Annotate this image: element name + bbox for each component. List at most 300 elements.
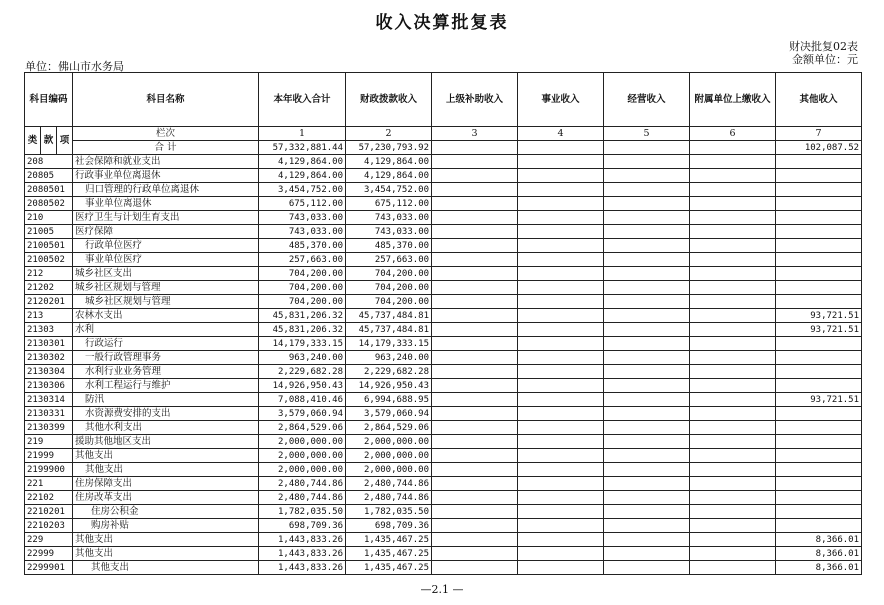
superior-income bbox=[432, 533, 518, 547]
subject-name: 社会保障和就业支出 bbox=[73, 155, 259, 169]
superior-income bbox=[432, 365, 518, 379]
other-income bbox=[776, 337, 862, 351]
other-income: 93,721.51 bbox=[776, 393, 862, 407]
other-income bbox=[776, 365, 862, 379]
header-other: 其他收入 bbox=[776, 73, 862, 127]
total-income: 45,831,206.32 bbox=[259, 323, 346, 337]
business-income bbox=[518, 225, 604, 239]
superior-income bbox=[432, 393, 518, 407]
total-row bbox=[25, 141, 862, 155]
subject-name: 医疗卫生与计划生育支出 bbox=[73, 211, 259, 225]
total-income: 2,000,000.00 bbox=[259, 449, 346, 463]
operating-income bbox=[604, 337, 690, 351]
column-number: 1 bbox=[259, 127, 346, 141]
operating-income bbox=[604, 449, 690, 463]
fiscal-income: 1,435,467.25 bbox=[346, 533, 432, 547]
other-income bbox=[776, 239, 862, 253]
page-title: 收入决算批复表 bbox=[375, 13, 509, 33]
header-subsidiary: 附属单位上缴收入 bbox=[690, 73, 776, 127]
header-business: 事业收入 bbox=[518, 73, 604, 127]
subsidiary-income bbox=[690, 225, 776, 239]
subject-name: 农林水支出 bbox=[73, 309, 259, 323]
other-income: 8,366.01 bbox=[776, 547, 862, 561]
subject-code: 210 bbox=[25, 211, 73, 225]
table-row bbox=[25, 351, 862, 365]
business-income bbox=[518, 323, 604, 337]
operating-income bbox=[604, 421, 690, 435]
business-income bbox=[518, 197, 604, 211]
total-income: 2,480,744.86 bbox=[259, 491, 346, 505]
subsidiary-income bbox=[690, 183, 776, 197]
operating-income bbox=[604, 323, 690, 337]
subject-name: 其他支出 bbox=[73, 449, 259, 463]
superior-income bbox=[432, 449, 518, 463]
fiscal-income: 2,000,000.00 bbox=[346, 449, 432, 463]
other-income: 93,721.51 bbox=[776, 323, 862, 337]
table-row bbox=[25, 421, 862, 435]
subsidiary-income bbox=[690, 253, 776, 267]
superior-income bbox=[432, 463, 518, 477]
fiscal-income: 3,579,060.94 bbox=[346, 407, 432, 421]
table-row bbox=[25, 309, 862, 323]
business-income bbox=[518, 281, 604, 295]
total-income: 485,370.00 bbox=[259, 239, 346, 253]
total-income: 704,200.00 bbox=[259, 267, 346, 281]
superior-income bbox=[432, 421, 518, 435]
subsidiary-income bbox=[690, 463, 776, 477]
header-fiscal: 财政拨款收入 bbox=[346, 73, 432, 127]
subsidiary-income bbox=[690, 211, 776, 225]
header-total: 本年收入合计 bbox=[259, 73, 346, 127]
operating-income bbox=[604, 197, 690, 211]
subsidiary-income bbox=[690, 239, 776, 253]
subject-name: 水利 bbox=[73, 323, 259, 337]
total-income: 675,112.00 bbox=[259, 197, 346, 211]
subject-code: 2199900 bbox=[25, 463, 73, 477]
other-income bbox=[776, 351, 862, 365]
other-income bbox=[776, 477, 862, 491]
business-income bbox=[518, 155, 604, 169]
table-row bbox=[25, 225, 862, 239]
business-income bbox=[518, 561, 604, 575]
column-number: 2 bbox=[346, 127, 432, 141]
other-income bbox=[776, 295, 862, 309]
total-income: 2,864,529.06 bbox=[259, 421, 346, 435]
fiscal-income: 704,200.00 bbox=[346, 267, 432, 281]
total-income: 698,709.36 bbox=[259, 519, 346, 533]
operating-income bbox=[604, 533, 690, 547]
table-row bbox=[25, 211, 862, 225]
superior-income bbox=[432, 183, 518, 197]
total-income: 4,129,864.00 bbox=[259, 169, 346, 183]
subject-name: 其他支出 bbox=[73, 533, 259, 547]
fiscal-income: 4,129,864.00 bbox=[346, 169, 432, 183]
superior-income bbox=[432, 225, 518, 239]
fiscal-income: 2,229,682.28 bbox=[346, 365, 432, 379]
total-income: 1,443,833.26 bbox=[259, 547, 346, 561]
subject-name: 行政事业单位离退休 bbox=[73, 169, 259, 183]
fiscal-income: 485,370.00 bbox=[346, 239, 432, 253]
other-income bbox=[776, 169, 862, 183]
business-income bbox=[518, 253, 604, 267]
fiscal-income: 2,000,000.00 bbox=[346, 435, 432, 449]
fiscal-income: 4,129,864.00 bbox=[346, 155, 432, 169]
business-income bbox=[518, 491, 604, 505]
other-income bbox=[776, 267, 862, 281]
business-income bbox=[518, 449, 604, 463]
column-number: 7 bbox=[776, 127, 862, 141]
operating-income bbox=[604, 225, 690, 239]
total-income: 1,443,833.26 bbox=[259, 533, 346, 547]
superior-income bbox=[432, 239, 518, 253]
column-number: 4 bbox=[518, 127, 604, 141]
business-income bbox=[518, 267, 604, 281]
subsidiary-income bbox=[690, 169, 776, 183]
subject-code: 2130301 bbox=[25, 337, 73, 351]
business-income bbox=[518, 183, 604, 197]
fiscal-income: 14,926,950.43 bbox=[346, 379, 432, 393]
subheader-xiang: 项 bbox=[57, 127, 73, 155]
subsidiary-income bbox=[690, 323, 776, 337]
superior-income bbox=[432, 477, 518, 491]
subheader-lei: 类 bbox=[25, 127, 41, 155]
subject-code: 229 bbox=[25, 533, 73, 547]
subject-name: 水利工程运行与维护 bbox=[73, 379, 259, 393]
table-row bbox=[25, 477, 862, 491]
subsidiary-income bbox=[690, 393, 776, 407]
subject-name: 归口管理的行政单位离退休 bbox=[73, 183, 259, 197]
business-income bbox=[518, 407, 604, 421]
superior-income bbox=[432, 351, 518, 365]
page-number: —2.1 — bbox=[420, 583, 464, 596]
subsidiary-income bbox=[690, 365, 776, 379]
operating-income bbox=[604, 407, 690, 421]
table-row bbox=[25, 253, 862, 267]
column-number-row bbox=[25, 127, 862, 141]
business-income bbox=[518, 309, 604, 323]
business-income bbox=[518, 337, 604, 351]
header-name: 科目名称 bbox=[73, 73, 259, 127]
operating-income bbox=[604, 155, 690, 169]
fiscal-income: 1,435,467.25 bbox=[346, 547, 432, 561]
subject-name: 防汛 bbox=[73, 393, 259, 407]
form-code: 财决批复02表 bbox=[789, 40, 858, 53]
other-income bbox=[776, 435, 862, 449]
subject-name: 其他支出 bbox=[73, 561, 259, 575]
total-income: 45,831,206.32 bbox=[259, 309, 346, 323]
operating-income bbox=[604, 365, 690, 379]
operating-income bbox=[604, 253, 690, 267]
total-income: 14,179,333.15 bbox=[259, 337, 346, 351]
total-amount: 57,332,881.44 bbox=[259, 141, 346, 155]
subject-code: 2130304 bbox=[25, 365, 73, 379]
subsidiary-income bbox=[690, 533, 776, 547]
subheader-kuan: 款 bbox=[41, 127, 57, 155]
operating-income bbox=[604, 169, 690, 183]
business-income bbox=[518, 211, 604, 225]
table-row bbox=[25, 393, 862, 407]
subsidiary-income bbox=[690, 267, 776, 281]
subsidiary-income bbox=[690, 197, 776, 211]
subject-code: 221 bbox=[25, 477, 73, 491]
subject-code: 213 bbox=[25, 309, 73, 323]
subsidiary-income bbox=[690, 337, 776, 351]
total-income: 963,240.00 bbox=[259, 351, 346, 365]
operating-income bbox=[604, 393, 690, 407]
subsidiary-income bbox=[690, 155, 776, 169]
subject-code: 208 bbox=[25, 155, 73, 169]
table-row bbox=[25, 239, 862, 253]
fiscal-income: 3,454,752.00 bbox=[346, 183, 432, 197]
fiscal-income: 1,782,035.50 bbox=[346, 505, 432, 519]
subject-code: 20805 bbox=[25, 169, 73, 183]
total-income: 3,579,060.94 bbox=[259, 407, 346, 421]
total-label: 合 计 bbox=[73, 141, 259, 155]
other-income: 93,721.51 bbox=[776, 309, 862, 323]
subsidiary-income bbox=[690, 477, 776, 491]
subheader-column: 栏次 bbox=[73, 127, 259, 141]
fiscal-income: 2,480,744.86 bbox=[346, 491, 432, 505]
operating-income bbox=[604, 519, 690, 533]
business-income bbox=[518, 533, 604, 547]
table-row bbox=[25, 337, 862, 351]
fiscal-income: 45,737,484.81 bbox=[346, 323, 432, 337]
subject-name: 城乡社区支出 bbox=[73, 267, 259, 281]
subject-name: 其他支出 bbox=[73, 463, 259, 477]
total-other: 102,087.52 bbox=[776, 141, 862, 155]
subject-code: 2299901 bbox=[25, 561, 73, 575]
superior-income bbox=[432, 253, 518, 267]
business-income bbox=[518, 435, 604, 449]
subject-name: 水利行业业务管理 bbox=[73, 365, 259, 379]
table-row bbox=[25, 505, 862, 519]
other-income bbox=[776, 449, 862, 463]
operating-income bbox=[604, 267, 690, 281]
other-income: 8,366.01 bbox=[776, 533, 862, 547]
table-row bbox=[25, 533, 862, 547]
business-income bbox=[518, 547, 604, 561]
subject-code: 2080502 bbox=[25, 197, 73, 211]
subject-code: 219 bbox=[25, 435, 73, 449]
business-income bbox=[518, 239, 604, 253]
subject-name: 援助其他地区支出 bbox=[73, 435, 259, 449]
table-row bbox=[25, 169, 862, 183]
subject-name: 事业单位离退休 bbox=[73, 197, 259, 211]
superior-income bbox=[432, 407, 518, 421]
subject-code: 2210201 bbox=[25, 505, 73, 519]
total-income: 4,129,864.00 bbox=[259, 155, 346, 169]
fiscal-income: 743,033.00 bbox=[346, 211, 432, 225]
subject-name: 行政运行 bbox=[73, 337, 259, 351]
other-income bbox=[776, 281, 862, 295]
table-row bbox=[25, 379, 862, 393]
other-income bbox=[776, 407, 862, 421]
other-income bbox=[776, 505, 862, 519]
subject-name: 住房改革支出 bbox=[73, 491, 259, 505]
total-income: 704,200.00 bbox=[259, 295, 346, 309]
fiscal-income: 2,480,744.86 bbox=[346, 477, 432, 491]
other-income bbox=[776, 183, 862, 197]
column-number: 5 bbox=[604, 127, 690, 141]
other-income bbox=[776, 211, 862, 225]
business-income bbox=[518, 505, 604, 519]
fiscal-income: 2,000,000.00 bbox=[346, 463, 432, 477]
superior-income bbox=[432, 561, 518, 575]
subject-name: 医疗保障 bbox=[73, 225, 259, 239]
amount-unit: 金额单位：元 bbox=[792, 53, 858, 66]
superior-income bbox=[432, 547, 518, 561]
business-income bbox=[518, 295, 604, 309]
table-row bbox=[25, 323, 862, 337]
operating-income bbox=[604, 505, 690, 519]
form-info bbox=[789, 40, 858, 66]
subsidiary-income bbox=[690, 421, 776, 435]
table-row bbox=[25, 197, 862, 211]
table-row bbox=[25, 547, 862, 561]
total-income: 743,033.00 bbox=[259, 211, 346, 225]
total-income: 2,000,000.00 bbox=[259, 435, 346, 449]
total-income: 7,088,410.46 bbox=[259, 393, 346, 407]
total-fiscal: 57,230,793.92 bbox=[346, 141, 432, 155]
subject-code: 2120201 bbox=[25, 295, 73, 309]
table-row bbox=[25, 365, 862, 379]
table-row bbox=[25, 267, 862, 281]
subject-name: 住房保障支出 bbox=[73, 477, 259, 491]
table-row bbox=[25, 183, 862, 197]
header-superior: 上级补助收入 bbox=[432, 73, 518, 127]
fiscal-income: 675,112.00 bbox=[346, 197, 432, 211]
other-income bbox=[776, 491, 862, 505]
operating-income bbox=[604, 435, 690, 449]
subject-code: 2130314 bbox=[25, 393, 73, 407]
subject-code: 2080501 bbox=[25, 183, 73, 197]
other-income bbox=[776, 253, 862, 267]
subject-name: 行政单位医疗 bbox=[73, 239, 259, 253]
business-income bbox=[518, 421, 604, 435]
total-income: 3,454,752.00 bbox=[259, 183, 346, 197]
subsidiary-income bbox=[690, 281, 776, 295]
superior-income bbox=[432, 435, 518, 449]
fiscal-income: 1,435,467.25 bbox=[346, 561, 432, 575]
subsidiary-income bbox=[690, 407, 776, 421]
subject-code: 21202 bbox=[25, 281, 73, 295]
table-row bbox=[25, 449, 862, 463]
subject-code: 2130306 bbox=[25, 379, 73, 393]
superior-income bbox=[432, 295, 518, 309]
superior-income bbox=[432, 155, 518, 169]
superior-income bbox=[432, 211, 518, 225]
business-income bbox=[518, 463, 604, 477]
fiscal-income: 257,663.00 bbox=[346, 253, 432, 267]
superior-income bbox=[432, 281, 518, 295]
table-row bbox=[25, 281, 862, 295]
operating-income bbox=[604, 463, 690, 477]
fiscal-income: 2,864,529.06 bbox=[346, 421, 432, 435]
other-income bbox=[776, 225, 862, 239]
subject-name: 水资源费安排的支出 bbox=[73, 407, 259, 421]
table-row bbox=[25, 519, 862, 533]
table-row bbox=[25, 561, 862, 575]
subject-code: 2130399 bbox=[25, 421, 73, 435]
subject-code: 22999 bbox=[25, 547, 73, 561]
other-income: 8,366.01 bbox=[776, 561, 862, 575]
operating-income bbox=[604, 561, 690, 575]
other-income bbox=[776, 197, 862, 211]
table-row bbox=[25, 407, 862, 421]
column-number: 6 bbox=[690, 127, 776, 141]
business-income bbox=[518, 519, 604, 533]
subject-name: 事业单位医疗 bbox=[73, 253, 259, 267]
other-income bbox=[776, 155, 862, 169]
subsidiary-income bbox=[690, 519, 776, 533]
superior-income bbox=[432, 505, 518, 519]
total-income: 2,480,744.86 bbox=[259, 477, 346, 491]
subsidiary-income bbox=[690, 379, 776, 393]
operating-income bbox=[604, 491, 690, 505]
subsidiary-income bbox=[690, 547, 776, 561]
superior-income bbox=[432, 309, 518, 323]
subject-code: 21303 bbox=[25, 323, 73, 337]
superior-income bbox=[432, 267, 518, 281]
superior-income bbox=[432, 169, 518, 183]
header-row bbox=[25, 73, 862, 127]
fiscal-income: 743,033.00 bbox=[346, 225, 432, 239]
other-income bbox=[776, 519, 862, 533]
income-table bbox=[24, 72, 862, 575]
subject-name: 城乡社区规划与管理 bbox=[73, 295, 259, 309]
fiscal-income: 963,240.00 bbox=[346, 351, 432, 365]
total-income: 1,782,035.50 bbox=[259, 505, 346, 519]
subject-name: 购房补贴 bbox=[73, 519, 259, 533]
business-income bbox=[518, 351, 604, 365]
subject-code: 2100501 bbox=[25, 239, 73, 253]
subject-code: 2130302 bbox=[25, 351, 73, 365]
fiscal-income: 45,737,484.81 bbox=[346, 309, 432, 323]
subject-code: 21999 bbox=[25, 449, 73, 463]
subject-name: 城乡社区规划与管理 bbox=[73, 281, 259, 295]
operating-income bbox=[604, 379, 690, 393]
total-income: 1,443,833.26 bbox=[259, 561, 346, 575]
business-income bbox=[518, 477, 604, 491]
business-income bbox=[518, 379, 604, 393]
table-row bbox=[25, 155, 862, 169]
fiscal-income: 6,994,688.95 bbox=[346, 393, 432, 407]
operating-income bbox=[604, 211, 690, 225]
superior-income bbox=[432, 379, 518, 393]
business-income bbox=[518, 393, 604, 407]
operating-income bbox=[604, 351, 690, 365]
operating-income bbox=[604, 183, 690, 197]
other-income bbox=[776, 463, 862, 477]
subsidiary-income bbox=[690, 505, 776, 519]
table-row bbox=[25, 435, 862, 449]
total-income: 2,000,000.00 bbox=[259, 463, 346, 477]
unit-label: 单位：佛山市水务局 bbox=[25, 60, 124, 73]
operating-income bbox=[604, 477, 690, 491]
fiscal-income: 698,709.36 bbox=[346, 519, 432, 533]
total-income: 743,033.00 bbox=[259, 225, 346, 239]
table-row bbox=[25, 491, 862, 505]
superior-income bbox=[432, 519, 518, 533]
total-income: 2,229,682.28 bbox=[259, 365, 346, 379]
other-income bbox=[776, 421, 862, 435]
subject-code: 2100502 bbox=[25, 253, 73, 267]
subject-code: 2210203 bbox=[25, 519, 73, 533]
subject-name: 一般行政管理事务 bbox=[73, 351, 259, 365]
business-income bbox=[518, 169, 604, 183]
header-code: 科目编码 bbox=[25, 73, 73, 127]
superior-income bbox=[432, 323, 518, 337]
